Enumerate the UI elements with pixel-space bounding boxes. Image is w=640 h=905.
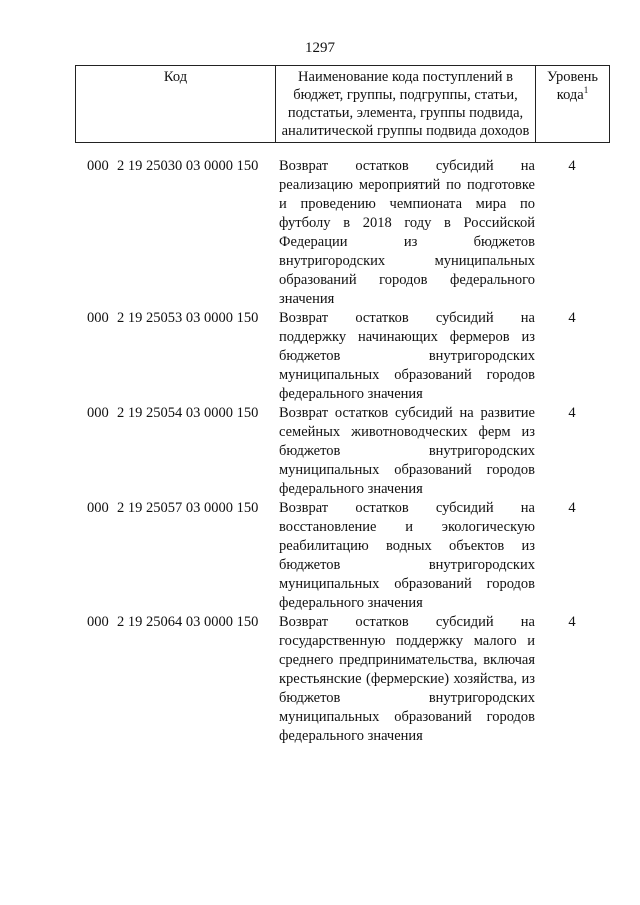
code-level: 4 [568, 310, 576, 326]
footnote-marker: 1 [583, 85, 589, 95]
table-row [75, 309, 609, 404]
code-level: 4 [568, 405, 576, 421]
revenue-code: 2 19 25054 03 0000 150 [117, 405, 259, 421]
table-body [75, 157, 609, 746]
revenue-code: 2 19 25057 03 0000 150 [117, 500, 259, 516]
code-level: 4 [568, 158, 576, 174]
code-level: 4 [568, 614, 576, 630]
table-row [75, 404, 609, 499]
revenue-code: 2 19 25030 03 0000 150 [117, 158, 259, 174]
admin-code: 000 [87, 310, 109, 326]
revenue-name: Возврат остатков субсидий на поддержку начинающих фермеров из бюджетов внутригородских муниципальных образований городов федерального значения [279, 310, 535, 402]
page-number: 1297 [305, 40, 335, 56]
header-name: Наименование кода поступлений в бюджет, группы, подгруппы, статьи, подстатьи, элемента, группы подвида, аналитической группы подвида доходов [276, 66, 536, 143]
revenue-name: Возврат остатков субсидий на реализацию мероприятий по подготовке и проведению чемпионата мира по футболу в 2018 году в Российской Федерации из бюджетов внутригородских муниципальных образований городов федерального значения [279, 158, 535, 307]
admin-code: 000 [87, 405, 109, 421]
revenue-code: 2 19 25064 03 0000 150 [117, 614, 259, 630]
code-level: 4 [568, 500, 576, 516]
table-row [75, 157, 609, 309]
revenue-code: 2 19 25053 03 0000 150 [117, 310, 259, 326]
table-header [75, 65, 610, 143]
admin-code: 000 [87, 614, 109, 630]
revenue-name: Возврат остатков субсидий на развитие семейных животноводческих ферм из бюджетов внутригородских муниципальных образований городов федерального значения [279, 405, 535, 497]
revenue-name: Возврат остатков субсидий на восстановление и экологическую реабилитацию водных объектов из бюджетов внутригородских муниципальных образований городов федерального значения [279, 500, 535, 611]
revenue-name: Возврат остатков субсидий на государственную поддержку малого и среднего предпринимательства, включая крестьянские (фермерские) хозяйства, из бюджетов внутригородских муниципальных образований городов федерального значения [279, 614, 535, 744]
header-code: Код [76, 66, 276, 143]
admin-code: 000 [87, 158, 109, 174]
table-row [75, 499, 609, 613]
header-level-label: Уровень кода [546, 69, 599, 103]
header-level [536, 66, 610, 143]
table-row [75, 613, 609, 746]
admin-code: 000 [87, 500, 109, 516]
